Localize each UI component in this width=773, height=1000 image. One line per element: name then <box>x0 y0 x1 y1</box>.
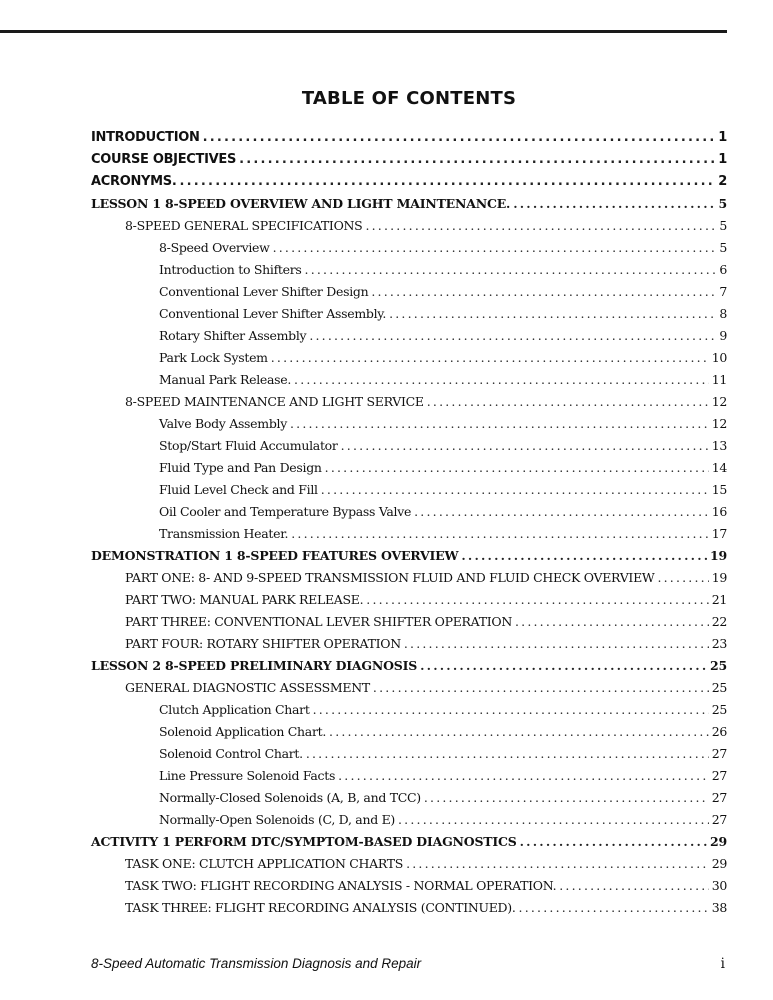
toc-entry[interactable] <box>91 501 727 523</box>
toc-entry-page-number: 26 <box>711 724 727 739</box>
toc-dot-leader <box>389 303 716 325</box>
toc-dot-leader <box>398 809 709 831</box>
toc-entry-page-number: 29 <box>710 834 727 849</box>
toc-entry-label: Manual Park Release. <box>159 372 292 387</box>
toc-entry-label: Clutch Application Chart <box>159 702 310 717</box>
toc-entry[interactable] <box>91 633 727 655</box>
toc-dot-leader <box>305 259 717 281</box>
toc-dot-leader <box>657 567 708 589</box>
toc-entry[interactable] <box>91 325 727 347</box>
toc-entry-page-number: 23 <box>711 636 727 651</box>
toc-entry-label: 8-SPEED GENERAL SPECIFICATIONS <box>125 218 363 233</box>
toc-entry[interactable] <box>91 193 727 215</box>
toc-entry[interactable] <box>91 237 727 259</box>
toc-entry[interactable] <box>91 149 727 171</box>
toc-entry-label: Fluid Type and Pan Design <box>159 460 322 475</box>
toc-dot-leader <box>406 853 709 875</box>
toc-entry-label: GENERAL DIAGNOSTIC ASSESSMENT <box>125 680 370 695</box>
toc-entry-label: Transmission Heater. <box>159 526 289 541</box>
toc-entry-label: Park Lock System <box>159 350 268 365</box>
toc-entry-page-number: 11 <box>711 372 727 387</box>
toc-dot-leader <box>520 831 707 853</box>
toc-dot-leader <box>513 193 715 215</box>
toc-entry-label: PART ONE: 8- AND 9-SPEED TRANSMISSION FLUID AND FLUID CHECK OVERVIEW <box>125 570 655 585</box>
toc-entry[interactable] <box>91 457 727 479</box>
toc-dot-leader <box>461 545 707 567</box>
toc-entry-page-number: 5 <box>718 196 727 211</box>
toc-dot-leader <box>329 721 709 743</box>
toc-entry-label: LESSON 1 8-SPEED OVERVIEW AND LIGHT MAINTENANCE. <box>91 196 511 211</box>
toc-entry-page-number: 25 <box>711 680 727 695</box>
toc-entry-label: Conventional Lever Shifter Assembly. <box>159 306 387 321</box>
toc-entry-label: TASK THREE: FLIGHT RECORDING ANALYSIS (CONTINUED). <box>125 900 516 915</box>
toc-entry-label: Rotary Shifter Assembly <box>159 328 307 343</box>
toc-dot-leader <box>414 501 709 523</box>
toc-dot-leader <box>273 237 717 259</box>
toc-entry-page-number: 29 <box>711 856 727 871</box>
toc-dot-leader <box>424 787 709 809</box>
toc-entry-label: ACRONYMS. <box>91 174 177 189</box>
toc-entry-page-number: 17 <box>711 526 727 541</box>
toc-entry-page-number: 27 <box>711 768 727 783</box>
toc-entry-page-number: 16 <box>711 504 727 519</box>
toc-dot-leader <box>373 677 709 699</box>
toc-entry-label: TASK ONE: CLUTCH APPLICATION CHARTS <box>125 856 404 871</box>
toc-dot-leader <box>203 127 716 149</box>
toc-entry-page-number: 38 <box>711 900 727 915</box>
toc-dot-leader <box>239 149 715 171</box>
toc-dot-leader <box>515 611 709 633</box>
toc-entry-label: 8-SPEED MAINTENANCE AND LIGHT SERVICE <box>125 394 424 409</box>
toc-entry-page-number: 27 <box>711 812 727 827</box>
toc-entry[interactable] <box>91 171 727 193</box>
toc-entry[interactable] <box>91 611 727 633</box>
toc-dot-leader <box>325 457 709 479</box>
toc-dot-leader <box>309 325 716 347</box>
toc-entry-page-number: 21 <box>711 592 727 607</box>
page-title: TABLE OF CONTENTS <box>301 88 517 109</box>
toc-entry[interactable] <box>91 523 727 545</box>
toc-entry-label: TASK TWO: FLIGHT RECORDING ANALYSIS - NORMAL OPERATION. <box>125 878 557 893</box>
toc-entry[interactable] <box>91 677 727 699</box>
toc-entry-page-number: 9 <box>719 328 727 343</box>
toc-entry-label: COURSE OBJECTIVES <box>91 152 237 167</box>
footer-document-title: 8-Speed Automatic Transmission Diagnosis and Repair <box>91 956 422 971</box>
toc-entry[interactable] <box>91 787 727 809</box>
toc-entry-page-number: 1 <box>718 130 727 145</box>
toc-dot-leader <box>366 589 708 611</box>
toc-entry[interactable] <box>91 545 727 567</box>
toc-entry[interactable] <box>91 259 727 281</box>
toc-dot-leader <box>291 523 708 545</box>
toc-entry[interactable] <box>91 875 727 897</box>
toc-entry-label: Conventional Lever Shifter Design <box>159 284 369 299</box>
toc-entry[interactable] <box>91 809 727 831</box>
toc-entry[interactable] <box>91 721 727 743</box>
toc-entry[interactable] <box>91 347 727 369</box>
toc-entry-page-number: 27 <box>711 746 727 761</box>
toc-entry-label: DEMONSTRATION 1 8-SPEED FEATURES OVERVIEW <box>91 548 459 563</box>
toc-dot-leader <box>180 171 716 193</box>
toc-dot-leader <box>559 875 708 897</box>
toc-entry-label: Stop/Start Fluid Accumulator <box>159 438 338 453</box>
toc-entry-label: PART THREE: CONVENTIONAL LEVER SHIFTER OPERATION <box>125 614 512 629</box>
toc-entry-page-number: 25 <box>711 702 727 717</box>
toc-entry-page-number: 1 <box>718 152 727 167</box>
toc-dot-leader <box>365 215 716 237</box>
toc-dot-leader <box>371 281 716 303</box>
toc-entry[interactable] <box>91 303 727 325</box>
toc-dot-leader <box>519 897 709 919</box>
toc-entry-label: Fluid Level Check and Fill <box>159 482 318 497</box>
toc-dot-leader <box>290 413 709 435</box>
toc-dot-leader <box>420 655 707 677</box>
toc-entry[interactable] <box>91 369 727 391</box>
toc-entry[interactable] <box>91 831 727 853</box>
top-rule <box>0 30 727 33</box>
table-of-contents <box>91 127 727 919</box>
toc-entry-label: PART TWO: MANUAL PARK RELEASE. <box>125 592 364 607</box>
toc-dot-leader <box>271 347 709 369</box>
toc-entry[interactable] <box>91 391 727 413</box>
toc-entry-page-number: 15 <box>711 482 727 497</box>
toc-entry-page-number: 19 <box>710 548 727 563</box>
toc-entry-label: Introduction to Shifters <box>159 262 302 277</box>
toc-entry-page-number: 22 <box>711 614 727 629</box>
toc-entry[interactable] <box>91 127 727 149</box>
toc-dot-leader <box>427 391 709 413</box>
toc-entry-page-number: 27 <box>711 790 727 805</box>
toc-entry-label: Normally-Open Solenoids (C, D, and E) <box>159 812 395 827</box>
toc-entry-page-number: 2 <box>718 174 727 189</box>
toc-dot-leader <box>294 369 709 391</box>
toc-entry[interactable] <box>91 699 727 721</box>
toc-entry-page-number: 12 <box>711 394 727 409</box>
toc-entry-page-number: 25 <box>710 658 727 673</box>
toc-entry-page-number: 7 <box>719 284 727 299</box>
toc-entry[interactable] <box>91 215 727 237</box>
toc-entry[interactable] <box>91 589 727 611</box>
footer-page-number: i <box>720 956 725 972</box>
toc-dot-leader <box>338 765 709 787</box>
toc-entry-page-number: 13 <box>711 438 727 453</box>
toc-entry[interactable] <box>91 655 727 677</box>
toc-entry-label: PART FOUR: ROTARY SHIFTER OPERATION <box>125 636 401 651</box>
toc-entry-label: 8-Speed Overview <box>159 240 270 255</box>
toc-entry[interactable] <box>91 897 727 919</box>
toc-entry-label: Solenoid Control Chart. <box>159 746 303 761</box>
toc-entry-label: LESSON 2 8-SPEED PRELIMINARY DIAGNOSIS <box>91 658 418 673</box>
toc-entry-label: Valve Body Assembly <box>159 416 287 431</box>
toc-entry-page-number: 5 <box>719 240 727 255</box>
toc-entry-label: INTRODUCTION <box>91 130 200 145</box>
toc-entry-label: ACTIVITY 1 PERFORM DTC/SYMPTOM-BASED DIAGNOSTICS <box>91 834 517 849</box>
toc-entry-page-number: 30 <box>711 878 727 893</box>
toc-entry[interactable] <box>91 765 727 787</box>
toc-entry-page-number: 14 <box>711 460 727 475</box>
toc-dot-leader <box>321 479 709 501</box>
toc-entry[interactable] <box>91 743 727 765</box>
toc-dot-leader <box>313 699 709 721</box>
toc-entry[interactable] <box>91 479 727 501</box>
toc-entry[interactable] <box>91 567 727 589</box>
toc-dot-leader <box>306 743 709 765</box>
toc-entry-label: Oil Cooler and Temperature Bypass Valve <box>159 504 412 519</box>
toc-entry-page-number: 5 <box>719 218 727 233</box>
toc-entry[interactable] <box>91 435 727 457</box>
toc-entry-page-number: 19 <box>711 570 727 585</box>
toc-entry-label: Solenoid Application Chart. <box>159 724 327 739</box>
toc-entry[interactable] <box>91 281 727 303</box>
toc-dot-leader <box>404 633 709 655</box>
toc-entry-page-number: 6 <box>719 262 727 277</box>
toc-entry-label: Normally-Closed Solenoids (A, B, and TCC) <box>159 790 421 805</box>
toc-entry[interactable] <box>91 853 727 875</box>
toc-entry-page-number: 10 <box>711 350 727 365</box>
toc-entry-label: Line Pressure Solenoid Facts <box>159 768 336 783</box>
toc-dot-leader <box>341 435 709 457</box>
toc-entry[interactable] <box>91 413 727 435</box>
toc-entry-page-number: 12 <box>711 416 727 431</box>
toc-entry-page-number: 8 <box>719 306 727 321</box>
